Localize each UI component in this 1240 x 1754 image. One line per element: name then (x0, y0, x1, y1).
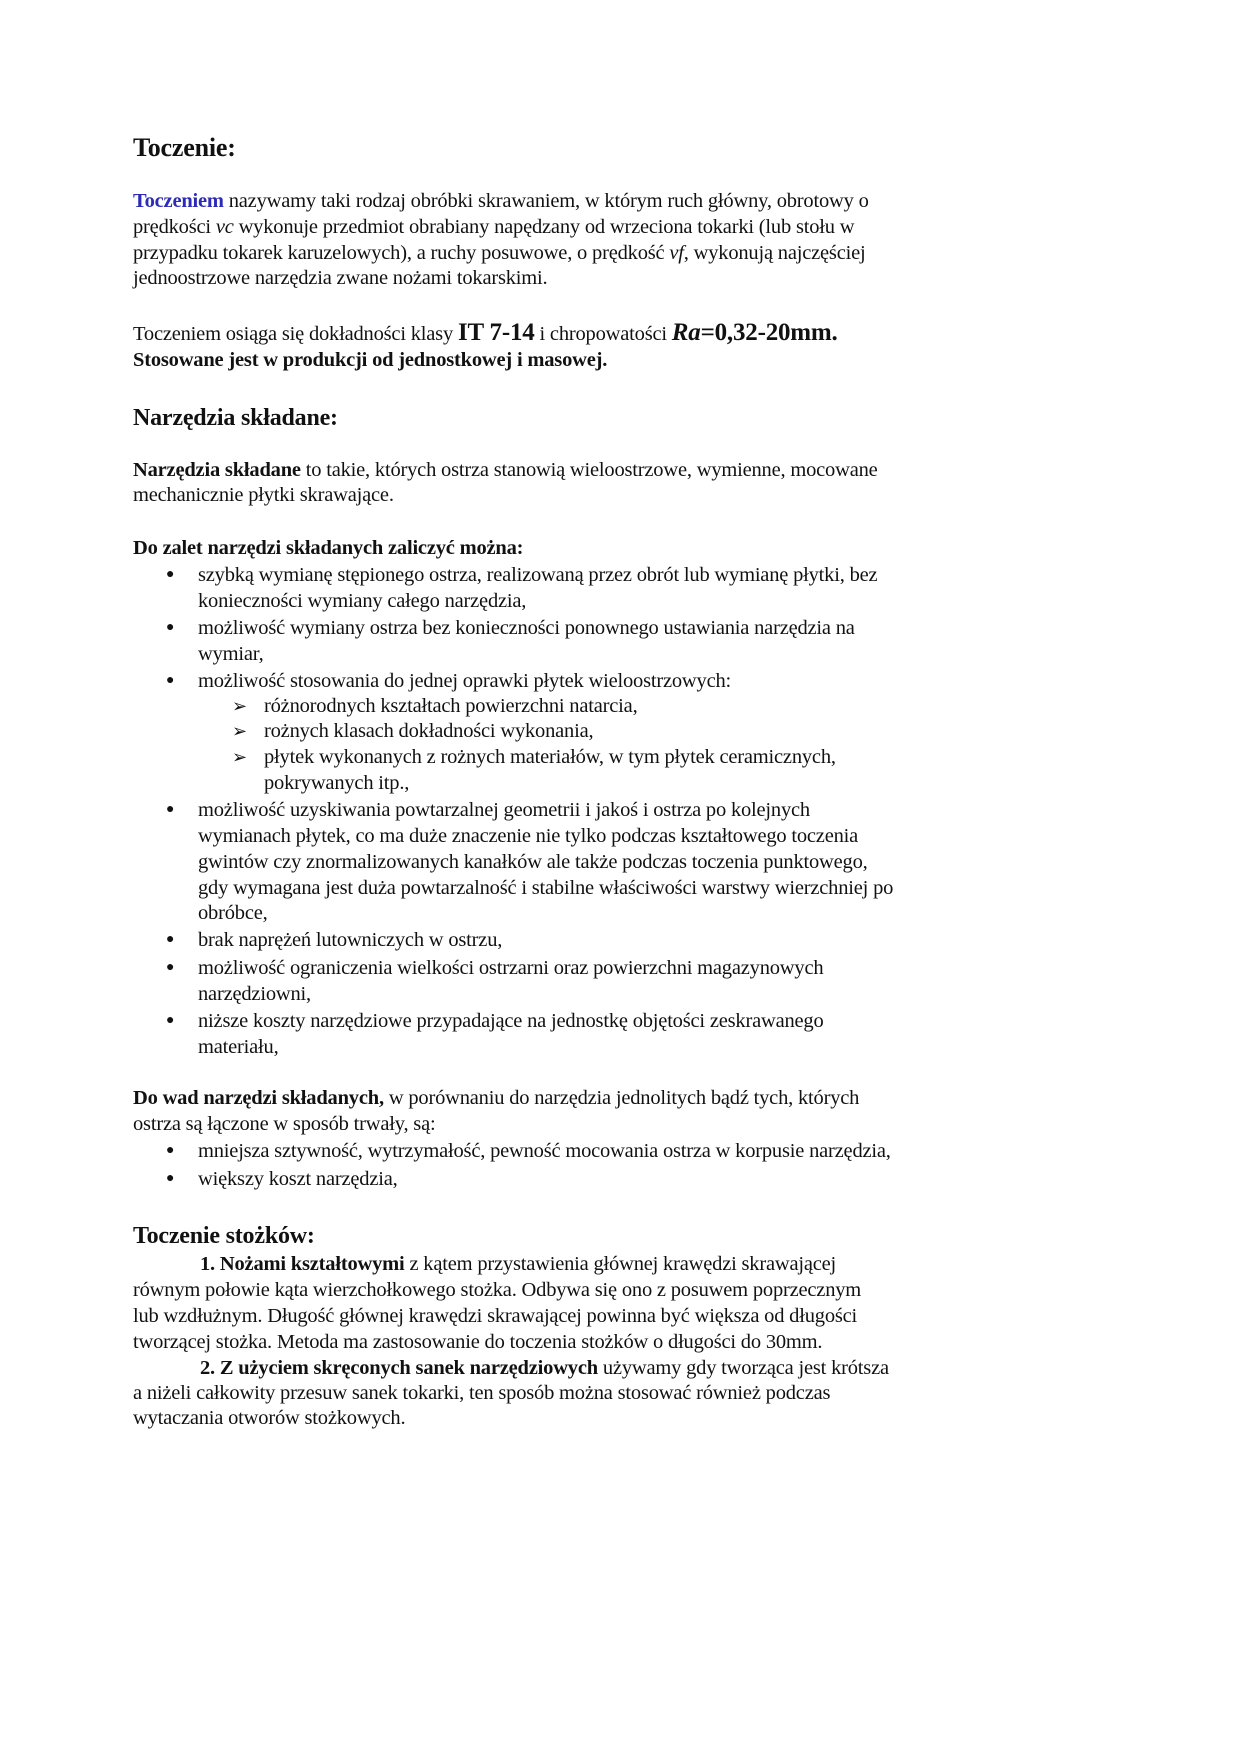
text-line (200, 1251, 836, 1277)
text-line (133, 240, 866, 266)
text-line (133, 1085, 859, 1111)
text-segment: a niżeli całkowity przesuw sanek tokarki, ten sposób można stosować również podczas (133, 1382, 831, 1404)
text-line (198, 588, 526, 614)
bullet-icon: ● (166, 960, 175, 975)
bullet-icon: ● (166, 1013, 175, 1028)
text-segment: możliwość ograniczenia wielkości ostrzarni oraz powierzchni magazynowych (198, 957, 824, 979)
text-segment: obróbce, (198, 902, 268, 924)
text-segment: lub wzdłużnym. Długość głównej krawędzi skrawającej powinna być większa od długości (133, 1305, 858, 1327)
text-segment: w porównaniu do narzędzia jednolitych bądź tych, których (383, 1087, 860, 1109)
text-line (198, 797, 810, 823)
text-segment: płytek wykonanych z rożnych materiałów, w tym płytek ceramicznych, (264, 746, 836, 768)
text-segment: większy koszt narzędzia, (198, 1168, 398, 1190)
text-segment: Do zalet narzędzi składanych zaliczyć można: (133, 537, 524, 559)
text-segment: jednoostrzowe narzędzia zwane nożami tokarskimi. (133, 267, 548, 289)
text-segment: prędkości (133, 216, 216, 238)
text-segment: =0,32-20mm. (700, 319, 838, 346)
text-segment: z kątem przystawienia głównej krawędzi skrawającej (404, 1253, 837, 1275)
bullet-icon: ● (166, 802, 175, 817)
text-segment: używamy gdy tworząca jest krótsza (597, 1357, 889, 1379)
bullet-icon: ● (166, 1171, 175, 1186)
text-segment: przypadku tokarek karuzelowych), a ruchy posuwowe, o prędkość (133, 242, 670, 264)
text-segment: i chropowatości (534, 323, 672, 345)
text-line (133, 347, 607, 373)
text-line (133, 265, 547, 291)
text-line (133, 482, 394, 508)
text-segment: narzędziowni, (198, 983, 311, 1005)
text-segment: vf (669, 242, 684, 264)
text-segment: materiału, (198, 1036, 279, 1058)
text-line (133, 1405, 405, 1431)
bullet-icon: ● (166, 567, 175, 582)
text-line (198, 1166, 398, 1192)
text-segment: Toczeniem osiąga się dokładności klasy (133, 323, 458, 345)
text-line (200, 1355, 889, 1381)
text-line (198, 1138, 891, 1164)
text-segment: szybką wymianę stępionego ostrza, realizowaną przez obrót lub wymianę płytki, bez (198, 564, 878, 586)
text-segment: to takie, których ostrza stanowią wieloostrzowe, wymienne, mocowane (300, 459, 878, 481)
text-line (198, 823, 858, 849)
text-segment: rożnych klasach dokładności wykonania, (264, 720, 594, 742)
text-segment: wymianach płytek, co ma duże znaczenie nie tylko podczas kształtowego toczenia (198, 825, 859, 847)
text-line (198, 875, 893, 901)
term-link[interactable]: Toczeniem (133, 190, 224, 212)
text-segment: ostrza są łączone w sposób trwały, są: (133, 1113, 436, 1135)
bullet-icon: ● (166, 620, 175, 635)
text-segment: różnorodnych kształtach powierzchni natarcia, (264, 695, 638, 717)
page-title (133, 132, 236, 164)
text-line (133, 1380, 830, 1406)
bullet-icon: ● (166, 1143, 175, 1158)
arrow-bullet-icon: ➢ (232, 747, 248, 767)
text-segment: brak naprężeń lutowniczych w ostrzu, (198, 929, 503, 951)
text-line (133, 457, 878, 483)
text-line (198, 562, 877, 588)
text-segment: możliwość wymiany ostrza bez konieczności ponownego ustawiania narzędzia na (198, 617, 855, 639)
text-segment: IT 7-14 (457, 319, 535, 346)
text-line (198, 849, 868, 875)
section-heading (133, 403, 338, 433)
text-line (133, 1329, 822, 1355)
text-segment: Narzędzia składane: (133, 405, 338, 431)
text-segment: możliwość stosowania do jednej oprawki płytek wieloostrzowych: (198, 670, 732, 692)
text-segment: 2. Z użyciem skręconych sanek narzędziowych (200, 1357, 598, 1379)
text-segment: konieczności wymiany całego narzędzia, (198, 590, 527, 612)
text-line (198, 955, 823, 981)
text-line (198, 641, 264, 667)
text-segment: 1. Nożami kształtowymi (200, 1253, 405, 1275)
text-line (198, 1008, 824, 1034)
bullet-icon: ● (166, 673, 175, 688)
text-line (264, 770, 409, 796)
bullet-icon: ● (166, 932, 175, 947)
text-line (133, 535, 523, 561)
text-segment: gdy wymagana jest duża powtarzalność i stabilne właściwości warstwy wierzchniej po (198, 877, 894, 899)
text-line (133, 1303, 857, 1329)
text-segment: Toczenie: (133, 133, 236, 162)
text-segment: pokrywanych itp., (264, 772, 410, 794)
text-segment: tworzącej stożka. Metoda ma zastosowanie do toczenia stożków o długości do 30mm. (133, 1331, 823, 1353)
text-segment: Narzędzia składane (133, 459, 301, 481)
text-segment: możliwość uzyskiwania powtarzalnej geometrii i jakoś i ostrza po kolejnych (198, 799, 810, 821)
text-segment: wytaczania otworów stożkowych. (133, 1407, 406, 1429)
text-segment: vc (215, 216, 234, 238)
text-segment: Toczenie stożków: (133, 1223, 315, 1249)
text-segment: niższe koszty narzędziowe przypadające na jednostkę objętości zeskrawanego (198, 1010, 824, 1032)
text-segment: wykonuje przedmiot obrabiany napędzany od wrzeciona tokarki (lub stołu w (233, 216, 855, 238)
text-line (264, 718, 593, 744)
text-segment: nazywamy taki rodzaj obróbki skrawaniem, w którym ruch główny, obrotowy o (223, 190, 869, 212)
section-heading (133, 1221, 315, 1251)
text-line (133, 320, 838, 347)
text-line (133, 188, 869, 214)
text-line (133, 1277, 861, 1303)
text-line (198, 900, 268, 926)
text-segment: mechanicznie płytki skrawające. (133, 484, 394, 506)
text-segment: , wykonują najczęściej (683, 242, 866, 264)
arrow-bullet-icon: ➢ (232, 696, 248, 716)
text-line (133, 214, 854, 240)
text-line (198, 615, 855, 641)
arrow-bullet-icon: ➢ (232, 721, 248, 741)
text-line (198, 1034, 279, 1060)
text-line (264, 744, 836, 770)
text-segment: Stosowane jest w produkcji od jednostkowej i masowej. (133, 349, 608, 371)
text-segment: Do wad narzędzi składanych, (133, 1087, 384, 1109)
text-line (198, 927, 502, 953)
text-segment: równym połowie kąta wierzchołkowego stożka. Odbywa się ono z posuwem poprzecznym (133, 1279, 862, 1301)
text-line (133, 1111, 435, 1137)
text-segment: wymiar, (198, 643, 264, 665)
text-line (198, 668, 731, 694)
text-segment: mniejsza sztywność, wytrzymałość, pewność mocowania ostrza w korpusie narzędzia, (198, 1140, 891, 1162)
text-segment: Ra (671, 319, 701, 346)
text-line (264, 693, 638, 719)
text-segment: gwintów czy znormalizowanych kanałków ale także podczas toczenia punktowego, (198, 851, 868, 873)
text-line (198, 981, 311, 1007)
